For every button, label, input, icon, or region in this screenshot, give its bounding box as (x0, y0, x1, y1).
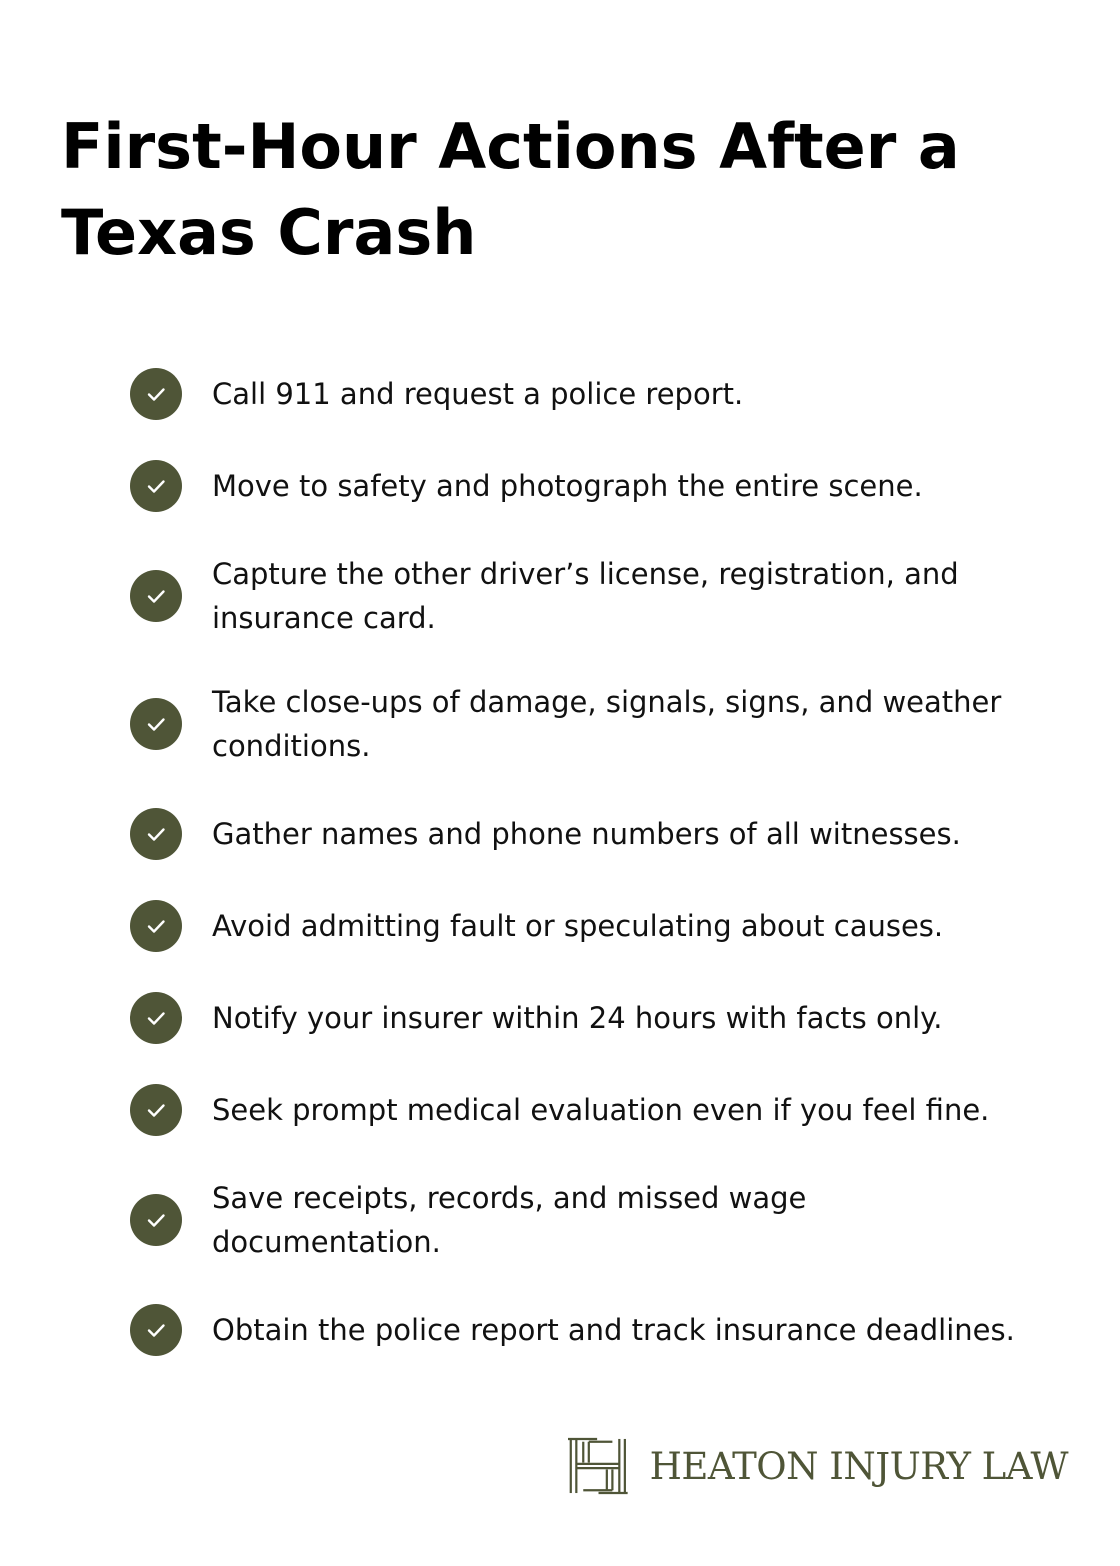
list-item-text: Take close-ups of damage, signals, signs, and weather conditions. (212, 685, 1002, 763)
list-item (130, 1303, 1070, 1357)
checkmark-icon (130, 460, 182, 512)
list-item-text: Avoid admitting fault or speculating about causes. (212, 909, 944, 943)
checkmark-icon (130, 368, 182, 420)
checkmark-icon (130, 1084, 182, 1136)
list-item-text: Save receipts, records, and missed wage documentation. (212, 1181, 807, 1259)
checkmark-icon (130, 1194, 182, 1246)
list-item (130, 899, 1070, 953)
list-item (130, 807, 1070, 861)
checkmark-icon (130, 570, 182, 622)
list-item (130, 680, 1070, 768)
list-item-text: Call 911 and request a police report. (212, 377, 744, 411)
list-item-text: Seek prompt medical evaluation even if you feel fine. (212, 1093, 990, 1127)
list-item-text: Obtain the police report and track insurance deadlines. (212, 1313, 1015, 1347)
logo-text: HEATON INJURY LAW (649, 1444, 1068, 1488)
list-item (130, 552, 1070, 640)
h-monogram-icon (568, 1425, 628, 1507)
list-item-text: Move to safety and photograph the entire scene. (212, 469, 923, 503)
list-item (130, 991, 1070, 1045)
checkmark-icon (130, 900, 182, 952)
list-item (130, 459, 1070, 513)
list-item-text: Gather names and phone numbers of all witnesses. (212, 817, 961, 851)
checkmark-icon (130, 808, 182, 860)
checkmark-icon (130, 992, 182, 1044)
list-item-text: Notify your insurer within 24 hours with facts only. (212, 1001, 943, 1035)
page-title: First-Hour Actions After a Texas Crash (61, 110, 960, 269)
list-item-text: Capture the other driver’s license, registration, and insurance card. (212, 557, 959, 635)
list-item (130, 367, 1070, 421)
list-item (130, 1083, 1070, 1137)
list-item (130, 1176, 1070, 1264)
logo (568, 1424, 1068, 1508)
checkmark-icon (130, 698, 182, 750)
checkmark-icon (130, 1304, 182, 1356)
